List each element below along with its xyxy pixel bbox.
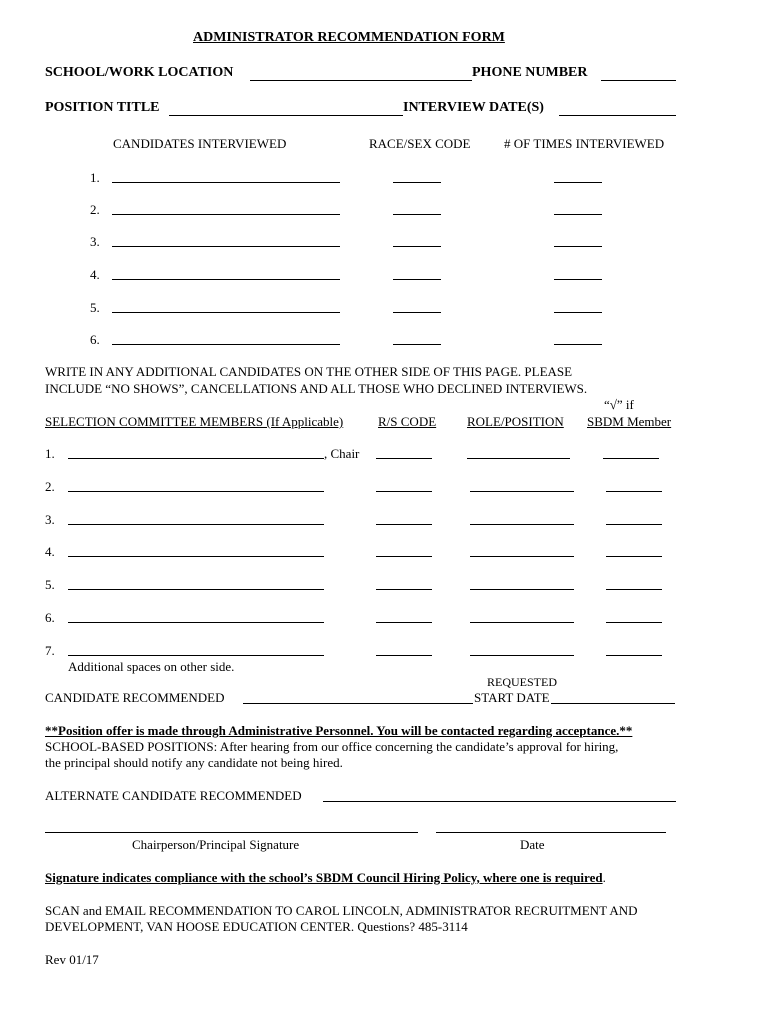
rs-code-field[interactable]	[376, 622, 432, 623]
role-position-field[interactable]	[470, 556, 574, 557]
times-field[interactable]	[554, 182, 602, 183]
race-sex-field[interactable]	[393, 182, 441, 183]
row-number: 4.	[45, 544, 55, 559]
sbdm-member-field[interactable]	[606, 524, 662, 525]
alternate-candidate-field[interactable]	[323, 801, 676, 802]
alternate-candidate-label: ALTERNATE CANDIDATE RECOMMENDED	[45, 788, 302, 803]
candidate-name-field[interactable]	[112, 214, 340, 215]
interview-dates-label: INTERVIEW DATE(S)	[403, 100, 544, 115]
member-name-field[interactable]	[68, 556, 324, 557]
committee-members-header: SELECTION COMMITTEE MEMBERS (If Applicable)	[45, 414, 344, 429]
role-position-field[interactable]	[470, 524, 574, 525]
school-location-label: SCHOOL/WORK LOCATION	[45, 65, 234, 80]
member-name-field[interactable]	[68, 655, 324, 656]
position-title-field[interactable]	[169, 115, 403, 116]
candidate-name-field[interactable]	[112, 312, 340, 313]
member-name-field[interactable]	[68, 458, 324, 459]
times-field[interactable]	[554, 214, 602, 215]
compliance-note: Signature indicates compliance with the school’s SBDM Council Hiring Policy, where one is required	[45, 870, 603, 885]
position-title-label: POSITION TITLE	[45, 100, 160, 115]
position-offer-notice: **Position offer is made through Administrative Personnel. You will be contacted regarding acceptance.**	[45, 723, 633, 738]
row-number: 5.	[45, 577, 55, 592]
rs-code-field[interactable]	[376, 458, 432, 459]
sbdm-member-field[interactable]	[606, 622, 662, 623]
compliance-note-wrapper	[45, 870, 606, 886]
race-sex-field[interactable]	[393, 312, 441, 313]
signature-date-field[interactable]	[436, 832, 666, 833]
candidates-header: CANDIDATES INTERVIEWED	[113, 136, 287, 151]
race-sex-field[interactable]	[393, 344, 441, 345]
race-sex-field[interactable]	[393, 279, 441, 280]
candidate-name-field[interactable]	[112, 246, 340, 247]
date-label: Date	[520, 837, 545, 852]
sbdm-member-field[interactable]	[606, 491, 662, 492]
times-field[interactable]	[554, 312, 602, 313]
sbdm-member-field[interactable]	[603, 458, 659, 459]
sbdm-member-field[interactable]	[606, 556, 662, 557]
rs-code-header: R/S CODE	[378, 414, 437, 429]
sbdm-member-header: SBDM Member	[587, 414, 672, 429]
row-number: 6.	[90, 332, 100, 347]
scan-instructions-line-1: SCAN and EMAIL RECOMMENDATION TO CAROL LINCOLN, ADMINISTRATOR RECRUITMENT AND	[45, 903, 638, 918]
race-sex-field[interactable]	[393, 246, 441, 247]
row-number: 3.	[45, 512, 55, 527]
sbdm-member-field[interactable]	[606, 589, 662, 590]
role-position-header: ROLE/POSITION	[467, 414, 564, 429]
candidate-recommended-label: CANDIDATE RECOMMENDED	[45, 690, 225, 705]
signature-label: Chairperson/Principal Signature	[132, 837, 300, 852]
sbdm-member-field[interactable]	[606, 655, 662, 656]
requested-label: REQUESTED	[487, 675, 557, 689]
phone-number-label: PHONE NUMBER	[472, 65, 588, 80]
race-sex-field[interactable]	[393, 214, 441, 215]
member-name-field[interactable]	[68, 589, 324, 590]
school-based-line-2: the principal should notify any candidate not being hired.	[45, 755, 343, 770]
candidate-name-field[interactable]	[112, 182, 340, 183]
member-name-field[interactable]	[68, 622, 324, 623]
row-number: 1.	[90, 170, 100, 185]
rs-code-field[interactable]	[376, 589, 432, 590]
times-field[interactable]	[554, 344, 602, 345]
row-number: 1.	[45, 446, 55, 461]
revision-label: Rev 01/17	[45, 952, 99, 967]
row-number: 2.	[90, 202, 100, 217]
school-based-line-1: SCHOOL-BASED POSITIONS: After hearing from our office concerning the candidate’s approval for hiring,	[45, 739, 619, 754]
phone-number-field[interactable]	[601, 80, 676, 81]
row-number: 5.	[90, 300, 100, 315]
rs-code-field[interactable]	[376, 655, 432, 656]
row-number: 3.	[90, 234, 100, 249]
role-position-field[interactable]	[470, 655, 574, 656]
row-number: 7.	[45, 643, 55, 658]
candidate-recommended-field[interactable]	[243, 703, 473, 704]
scan-instructions-line-2: DEVELOPMENT, VAN HOOSE EDUCATION CENTER. Questions? 485-3114	[45, 919, 468, 934]
signature-field[interactable]	[45, 832, 418, 833]
row-number: 2.	[45, 479, 55, 494]
row-number: 4.	[90, 267, 100, 282]
check-note: “√” if	[604, 397, 634, 412]
candidate-name-field[interactable]	[112, 279, 340, 280]
times-field[interactable]	[554, 279, 602, 280]
rs-code-field[interactable]	[376, 524, 432, 525]
compliance-period: .	[602, 870, 606, 885]
times-interviewed-header: # OF TIMES INTERVIEWED	[504, 136, 665, 151]
role-position-field[interactable]	[470, 622, 574, 623]
rs-code-field[interactable]	[376, 556, 432, 557]
member-name-field[interactable]	[68, 524, 324, 525]
form-title: ADMINISTRATOR RECOMMENDATION FORM	[193, 30, 505, 45]
candidate-name-field[interactable]	[112, 344, 340, 345]
role-position-field[interactable]	[470, 491, 574, 492]
rs-code-field[interactable]	[376, 491, 432, 492]
role-position-field[interactable]	[470, 589, 574, 590]
chair-label: , Chair	[324, 446, 360, 461]
race-sex-header: RACE/SEX CODE	[369, 136, 471, 151]
times-field[interactable]	[554, 246, 602, 247]
additional-spaces-note: Additional spaces on other side.	[68, 659, 235, 674]
instructions-line-1: WRITE IN ANY ADDITIONAL CANDIDATES ON THE OTHER SIDE OF THIS PAGE. PLEASE	[45, 364, 573, 379]
member-name-field[interactable]	[68, 491, 324, 492]
interview-dates-field[interactable]	[559, 115, 676, 116]
row-number: 6.	[45, 610, 55, 625]
role-position-field[interactable]	[467, 458, 570, 459]
start-date-label: START DATE	[474, 690, 550, 705]
instructions-line-2: INCLUDE “NO SHOWS”, CANCELLATIONS AND ALL THOSE WHO DECLINED INTERVIEWS.	[45, 381, 588, 396]
school-location-field[interactable]	[250, 80, 472, 81]
start-date-field[interactable]	[551, 703, 675, 704]
